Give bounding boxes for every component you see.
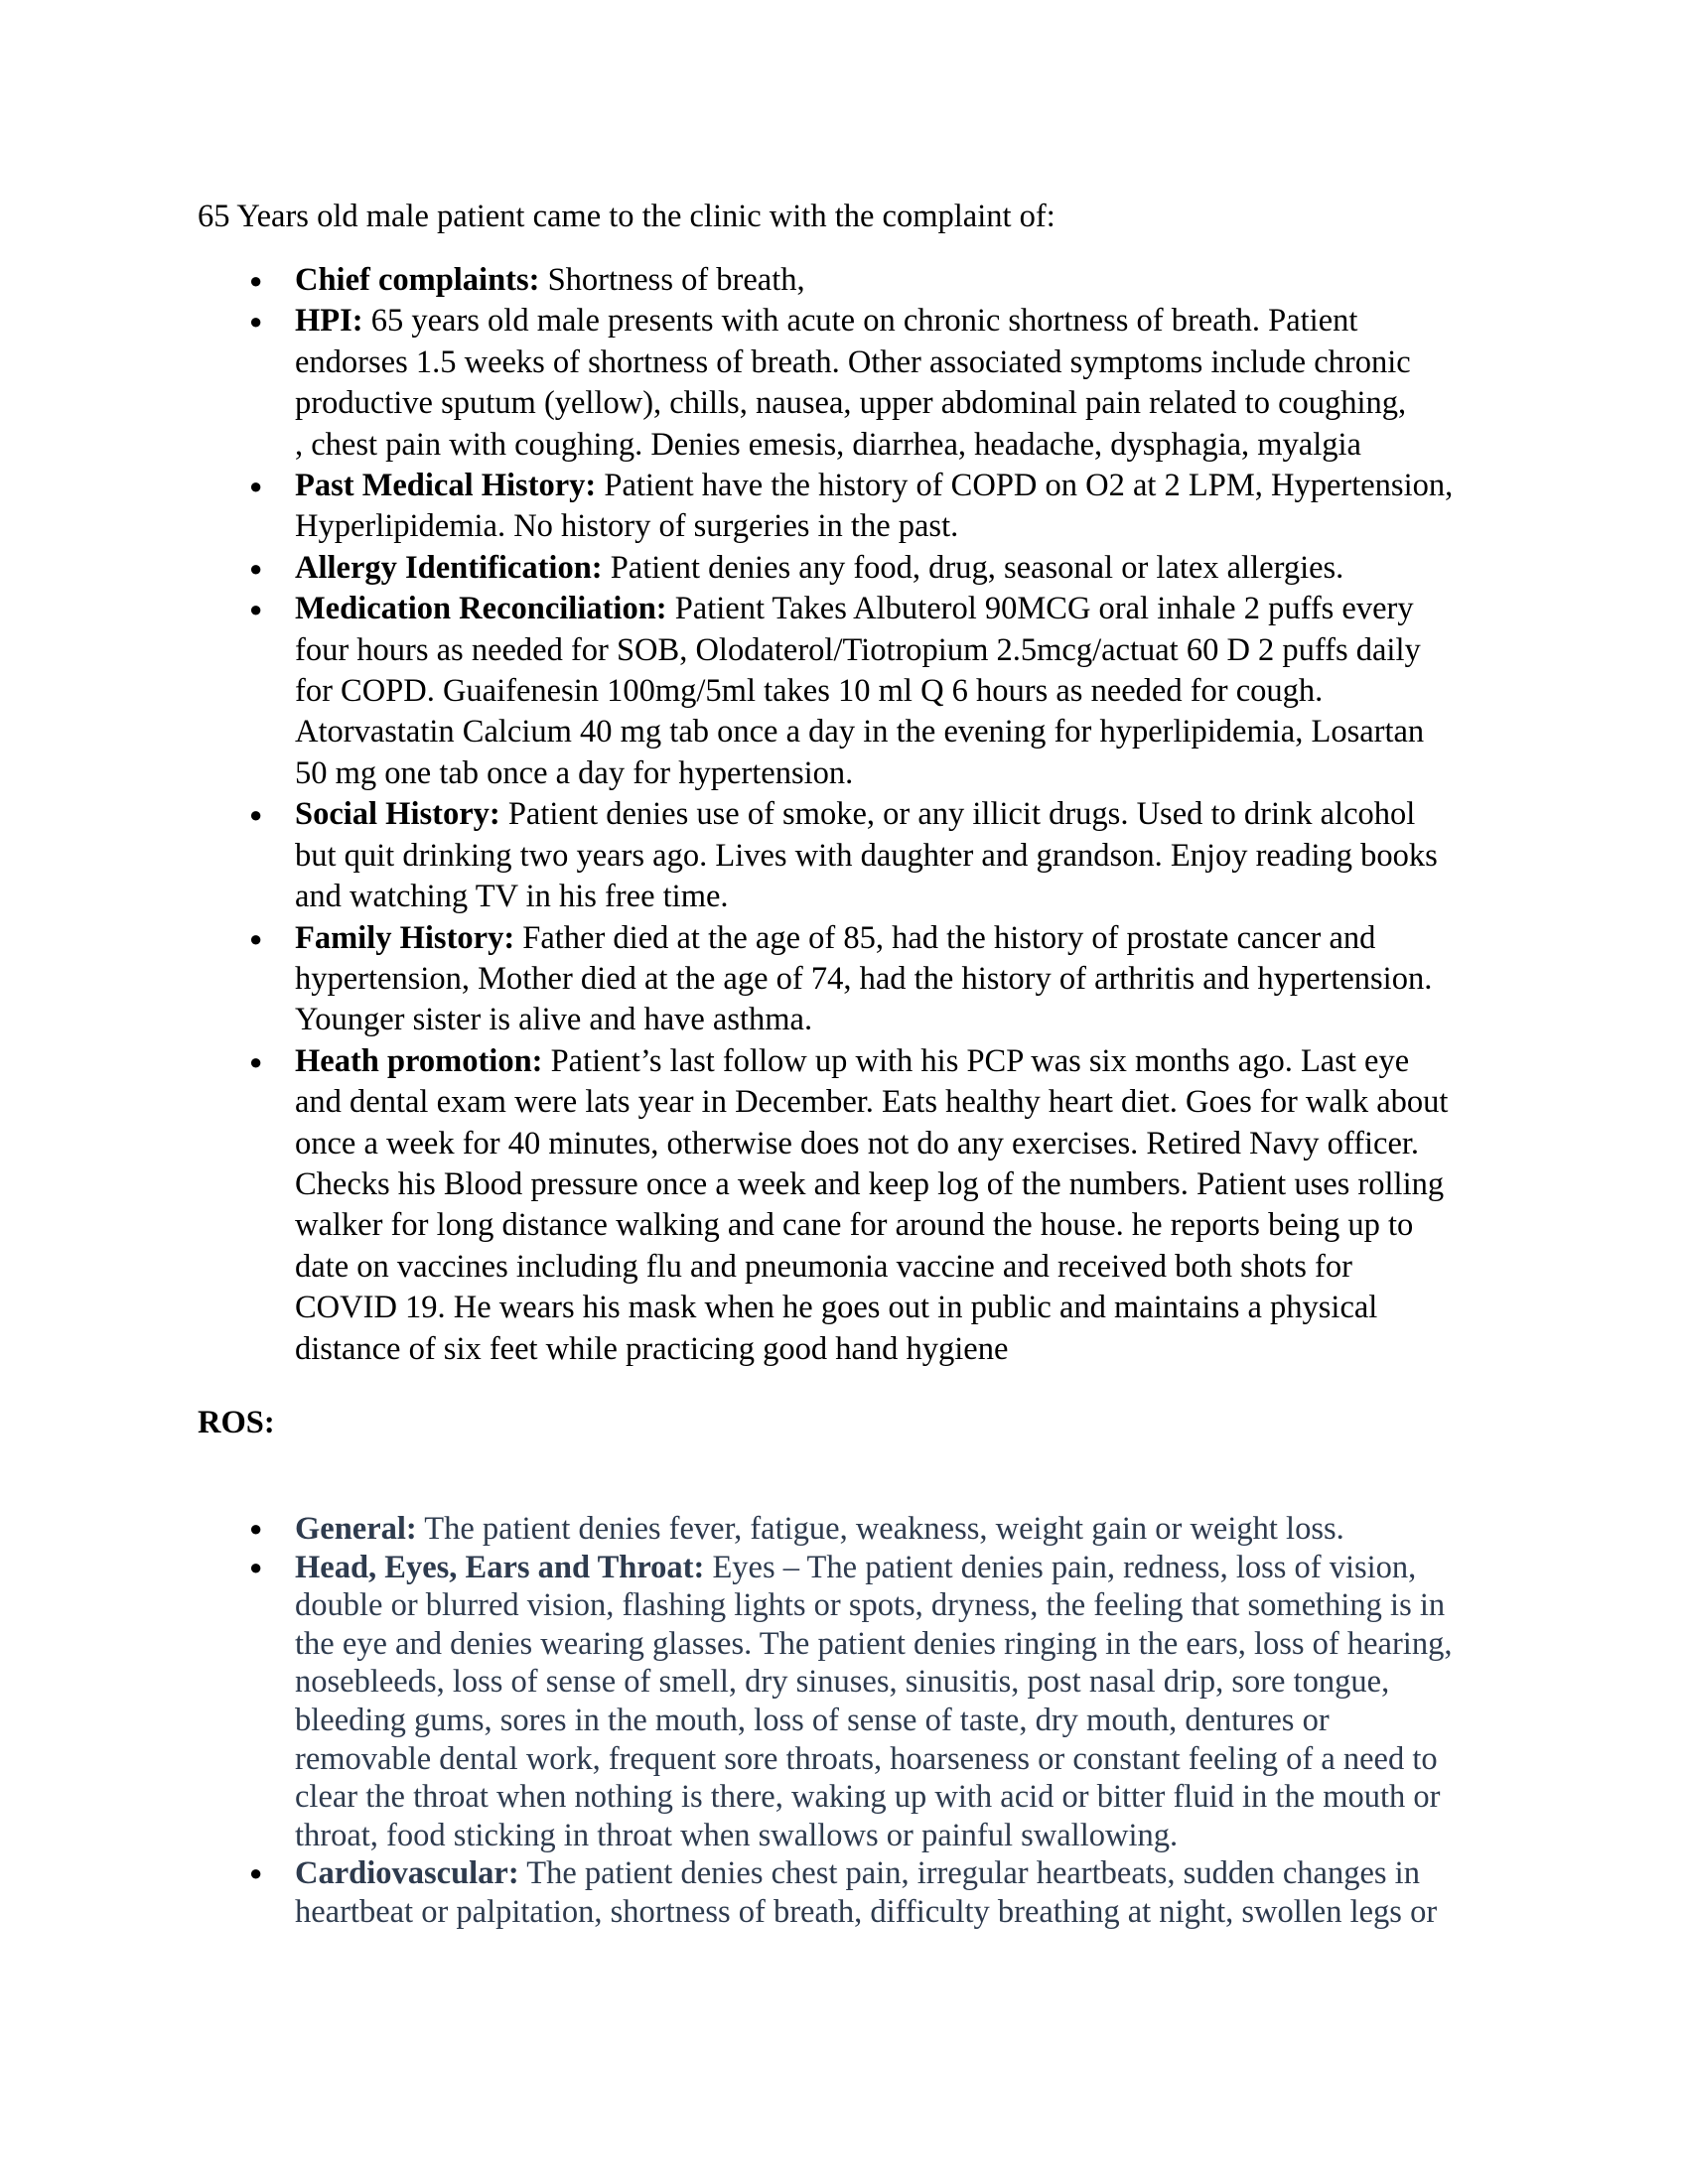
text-line	[295, 548, 1453, 589]
item-label: General:	[295, 1511, 417, 1547]
ros-item	[198, 1510, 1452, 1549]
bullet-icon: ●	[249, 555, 263, 581]
item-label: Heath promotion:	[295, 1042, 543, 1079]
history-item	[198, 466, 1453, 548]
item-label: Chief complaints:	[295, 262, 540, 298]
history-item	[198, 794, 1453, 917]
text-line	[295, 1740, 1452, 1779]
text-line	[295, 1124, 1453, 1164]
item-text: bleeding gums, sores in the mouth, loss of sense of taste, dry mouth, dentures or	[295, 1702, 1330, 1738]
text-line	[295, 260, 1453, 301]
text-line	[295, 1893, 1452, 1932]
text-line	[295, 753, 1453, 794]
text-line	[295, 1663, 1452, 1702]
item-text: removable dental work, frequent sore throats, hoarseness or constant feeling of a need to	[295, 1740, 1438, 1777]
text-line	[295, 1247, 1453, 1288]
item-text: throat, food sticking in throat when swallows or painful swallowing.	[295, 1817, 1179, 1853]
item-label: Past Medical History:	[295, 468, 597, 504]
item-text: and watching TV in his free time.	[295, 879, 729, 915]
item-label: Medication Reconciliation:	[295, 591, 667, 627]
item-text: The patient denies chest pain, irregular heartbeats, sudden changes in	[518, 1855, 1420, 1892]
item-text: the eye and denies wearing glasses. The patient denies ringing in the ears, loss of hearing,	[295, 1625, 1453, 1662]
bullet-icon: ●	[249, 309, 263, 335]
item-text: , chest pain with coughing. Denies emesis, diarrhea, headache, dysphagia, myalgia	[295, 426, 1361, 463]
bullet-icon: ●	[249, 268, 263, 293]
item-label: Social History:	[295, 796, 500, 833]
item-text: Hyperlipidemia. No history of surgeries in the past.	[295, 508, 959, 545]
item-text: walker for long distance walking and cane for around the house. he reports being up to	[295, 1207, 1414, 1244]
item-text: hypertension, Mother died at the age of 74, had the history of arthritis and hypertension.	[295, 960, 1433, 997]
text-line	[295, 1586, 1452, 1625]
item-label: HPI:	[295, 303, 363, 340]
text-line	[295, 1817, 1452, 1855]
item-text: Younger sister is alive and have asthma.	[295, 1002, 813, 1038]
bullet-icon: ●	[249, 597, 263, 622]
item-text: once a week for 40 minutes, otherwise does not do any exercises. Retired Navy officer.	[295, 1125, 1420, 1161]
text-line	[295, 1164, 1453, 1205]
history-item	[198, 548, 1453, 589]
text-line	[295, 589, 1453, 629]
text-line	[295, 671, 1453, 712]
history-item	[198, 918, 1453, 1041]
item-text: Patient’s last follow up with his PCP was six months ago. Last eye	[542, 1042, 1410, 1079]
text-line	[295, 877, 1453, 917]
bullet-icon: ●	[249, 1516, 263, 1541]
item-text: The patient denies fever, fatigue, weakness, weight gain or weight loss.	[416, 1511, 1344, 1547]
item-text: 50 mg one tab once a day for hypertension.	[295, 754, 854, 791]
text-line	[295, 1288, 1453, 1328]
text-line	[295, 1041, 1453, 1082]
text-line	[295, 1854, 1452, 1893]
history-item	[198, 1041, 1453, 1370]
item-text: distance of six feet while practicing good hand hygiene	[295, 1330, 1009, 1367]
item-text: four hours as needed for SOB, Olodaterol/Tiotropium 2.5mcg/actuat 60 D 2 puffs daily	[295, 631, 1421, 668]
ros-item	[198, 1854, 1452, 1931]
item-text: Patient have the history of COPD on O2 at 2 LPM, Hypertension,	[596, 468, 1454, 504]
item-text: 65 years old male presents with acute on chronic shortness of breath. Patient	[362, 303, 1358, 340]
item-text: and dental exam were lats year in December. Eats healthy heart diet. Goes for walk about	[295, 1084, 1449, 1121]
intro-text: 65 Years old male patient came to the clinic with the complaint of:	[198, 199, 1055, 234]
bullet-icon: ●	[249, 925, 263, 951]
text-line	[295, 1549, 1452, 1587]
ros-item	[198, 1549, 1452, 1855]
ros-list	[198, 1510, 1452, 1932]
text-line	[295, 301, 1453, 341]
bullet-icon: ●	[249, 1554, 263, 1579]
item-text: Father died at the age of 85, had the history of prostate cancer and	[514, 919, 1376, 956]
bullet-icon: ●	[249, 474, 263, 499]
item-text: double or blurred vision, flashing lights or spots, dryness, the feeling that something is in	[295, 1587, 1446, 1624]
item-text: Patient denies use of smoke, or any illicit drugs. Used to drink alcohol	[499, 796, 1416, 833]
item-text: but quit drinking two years ago. Lives with daughter and grandson. Enjoy reading books	[295, 837, 1438, 874]
item-text: endorses 1.5 weeks of shortness of breath. Other associated symptoms include chronic	[295, 343, 1411, 380]
text-line	[295, 918, 1453, 959]
item-text: productive sputum (yellow), chills, nausea, upper abdominal pain related to coughing,	[295, 385, 1407, 422]
text-line	[295, 425, 1453, 466]
item-label: Allergy Identification:	[295, 549, 603, 586]
item-text: nosebleeds, loss of sense of smell, dry sinuses, sinusitis, post nasal drip, sore tongue,	[295, 1664, 1390, 1701]
text-line	[295, 383, 1453, 424]
item-text: Patient denies any food, drug, seasonal or latex allergies.	[602, 549, 1344, 586]
text-line	[295, 794, 1453, 835]
text-line	[295, 1625, 1452, 1664]
text-line	[295, 1082, 1453, 1123]
text-line	[295, 712, 1453, 752]
item-label: Head, Eyes, Ears and Throat:	[295, 1549, 705, 1585]
text-line	[295, 1000, 1453, 1040]
text-line	[295, 1702, 1452, 1740]
item-text: Atorvastatin Calcium 40 mg tab once a day in the evening for hyperlipidemia, Losartan	[295, 714, 1425, 751]
bullet-icon: ●	[249, 1860, 263, 1886]
item-text: Shortness of breath,	[539, 262, 805, 298]
ros-heading: ROS:	[198, 1405, 275, 1440]
item-text: for COPD. Guaifenesin 100mg/5ml takes 10 ml Q 6 hours as needed for cough.	[295, 673, 1324, 710]
history-list	[198, 260, 1453, 1370]
text-line	[295, 1329, 1453, 1370]
text-line	[295, 342, 1453, 383]
item-text: clear the throat when nothing is there, waking up with acid or bitter fluid in the mouth or	[295, 1779, 1441, 1816]
history-item	[198, 260, 1453, 301]
item-text: Checks his Blood pressure once a week and keep log of the numbers. Patient uses rolling	[295, 1165, 1445, 1202]
text-line	[295, 466, 1453, 506]
history-item	[198, 589, 1453, 794]
text-line	[295, 1778, 1452, 1817]
item-text: date on vaccines including flu and pneumonia vaccine and received both shots for	[295, 1248, 1352, 1285]
item-text: heartbeat or palpitation, shortness of breath, difficulty breathing at night, swollen legs or	[295, 1893, 1438, 1930]
bullet-icon: ●	[249, 802, 263, 828]
text-line	[295, 630, 1453, 671]
text-line	[295, 836, 1453, 877]
item-label: Family History:	[295, 919, 515, 956]
text-line	[295, 959, 1453, 1000]
text-line	[295, 506, 1453, 547]
text-line	[295, 1205, 1453, 1246]
item-text: Patient Takes Albuterol 90MCG oral inhale 2 puffs every	[666, 591, 1414, 627]
text-line	[295, 1510, 1452, 1549]
bullet-icon: ●	[249, 1048, 263, 1074]
history-item	[198, 301, 1453, 466]
item-label: Cardiovascular:	[295, 1855, 519, 1892]
item-text: Eyes – The patient denies pain, redness, loss of vision,	[704, 1549, 1417, 1585]
item-text: COVID 19. He wears his mask when he goes out in public and maintains a physical	[295, 1290, 1378, 1326]
